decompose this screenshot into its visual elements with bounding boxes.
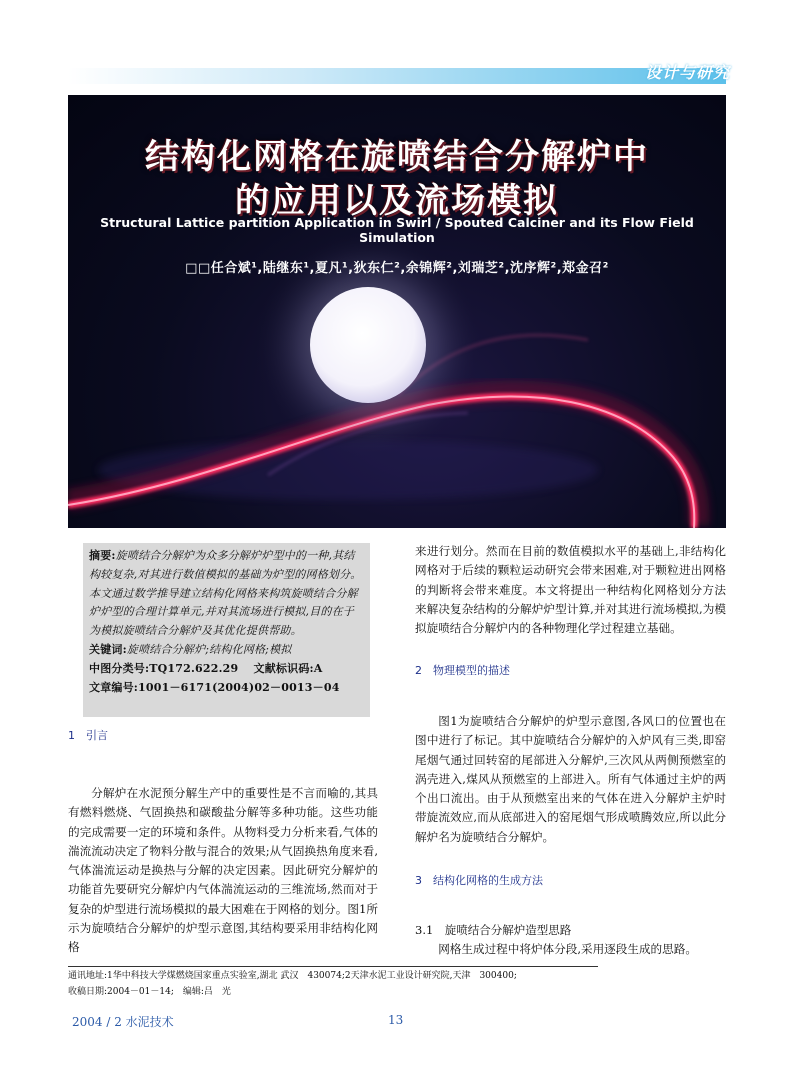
- article-title-line-1: 结构化网格在旋喷结合分解炉中: [145, 137, 649, 177]
- classification-line: 中图分类号:TQ172.622.29 文献标识码:A: [89, 661, 323, 675]
- abstract-paragraph: [89, 547, 364, 641]
- english-subtitle: Structural Lattice partition Application in Swirl / Spouted Calciner and its Flow Field Simulation: [100, 215, 694, 245]
- footnote-received-date: 收稿日期:2004－01－14; 编辑:吕 光: [68, 987, 231, 997]
- subsection-3-1-paragraph: [415, 940, 726, 959]
- intro-text: 分解炉在水泥预分解生产中的重要性是不言而喻的,其具有燃料燃烧、气固换热和碳酸盐分解等多种功能。这些功能的完成需要一定的环境和条件。从物料受力分析来看,气体的湍流流动决定了物料分散与混合的效果;从气固换热角度来看,气体湍流运动是换热与分解的决定因素。因此研究分解炉的功能首先要研究分解炉内气体湍流运动的三维流场,然而对于复杂的炉型进行流场模拟的最大困难在于网格的划分。图1所示为旋喷结合分解炉的炉型示意图,其结构要采用非结构化网格: [68, 786, 378, 955]
- section-heading-structured-grid: 3 结构化网格的生成方法: [415, 874, 543, 887]
- section-heading-physical-model: 2 物理模型的描述: [415, 664, 510, 677]
- abstract-text: 旋喷结合分解炉为众多分解炉炉型中的一种,其结构较复杂,对其进行数值模拟的基础为炉型的网格划分。本文通过数学推导建立结构化网格来构筑旋喷结合分解炉炉型的合理计算单元,并对其流场进行模拟,目的在于为模拟旋喷结合分解炉及其优化提供帮助。: [89, 549, 362, 638]
- page-number: 13: [388, 1013, 404, 1027]
- author-list: □□任合斌¹,陆继东¹,夏凡¹,狄东仁²,余锦辉²,刘瑞芝²,沈序辉²,郑金召²: [185, 261, 609, 276]
- keywords-label: 关键词:: [89, 642, 127, 656]
- article-title-line-2: 的应用以及流场模拟: [235, 181, 559, 221]
- keywords-paragraph: [89, 641, 364, 660]
- article-number-line: 文章编号:1001－6171(2004)02－0013－04: [89, 680, 340, 694]
- subsection-heading-3-1: 3.1 旋喷结合分解炉造型思路: [415, 923, 572, 937]
- hero-image: [68, 95, 726, 528]
- abstract-label: 摘要:: [89, 549, 116, 562]
- continuation-text: 来进行划分。然而在目前的数值模拟水平的基础上,非结构化网格对于后续的颗粒运动研究会带来困难,对于颗粒进出网格的判断将会带来难度。本文将提出一种结构化网格划分方法来解决复杂结构的分解炉炉型计算,并对其进行流场模拟,为模拟旋喷结合分解炉内的各种物理化学过程建立基础。: [415, 544, 726, 636]
- abstract-box: [83, 543, 370, 717]
- header-gradient-bar: [68, 68, 726, 84]
- section-heading-introduction: 1 引言: [68, 729, 108, 742]
- right-column-continuation: [415, 542, 726, 638]
- journal-footer: 2004 / 2 水泥技术: [72, 1015, 174, 1029]
- subsection-3-1-text: 网格生成过程中将炉体分段,采用逐段生成的思路。: [438, 942, 697, 956]
- intro-paragraph: [68, 784, 378, 958]
- physical-model-paragraph: [415, 712, 726, 847]
- section-tag: 设计与研究: [644, 63, 730, 82]
- footnote-divider: [68, 966, 598, 967]
- keywords-text: 旋喷结合分解炉;结构化网格;模拟: [126, 642, 292, 656]
- footnote-address: 通讯地址:1华中科技大学煤燃烧国家重点实验室,湖北 武汉 430074;2天津水泥工业设计研究院,天津 300400;: [68, 971, 517, 981]
- physical-model-text: 图1为旋喷结合分解炉的炉型示意图,各风口的位置也在图中进行了标记。其中旋喷结合分解炉的入炉风有三类,即窑尾烟气通过回转窑的尾部进入分解炉,三次风从两侧预燃室的涡壳进入,煤风从预燃室的上部进入。所有气体通过主炉的两个出口流出。由于从预燃室出来的气体在进入分解炉主炉时带旋流效应,而从底部进入的窑尾烟气形成喷腾效应,所以此分解炉名为旋喷结合分解炉。: [415, 714, 726, 844]
